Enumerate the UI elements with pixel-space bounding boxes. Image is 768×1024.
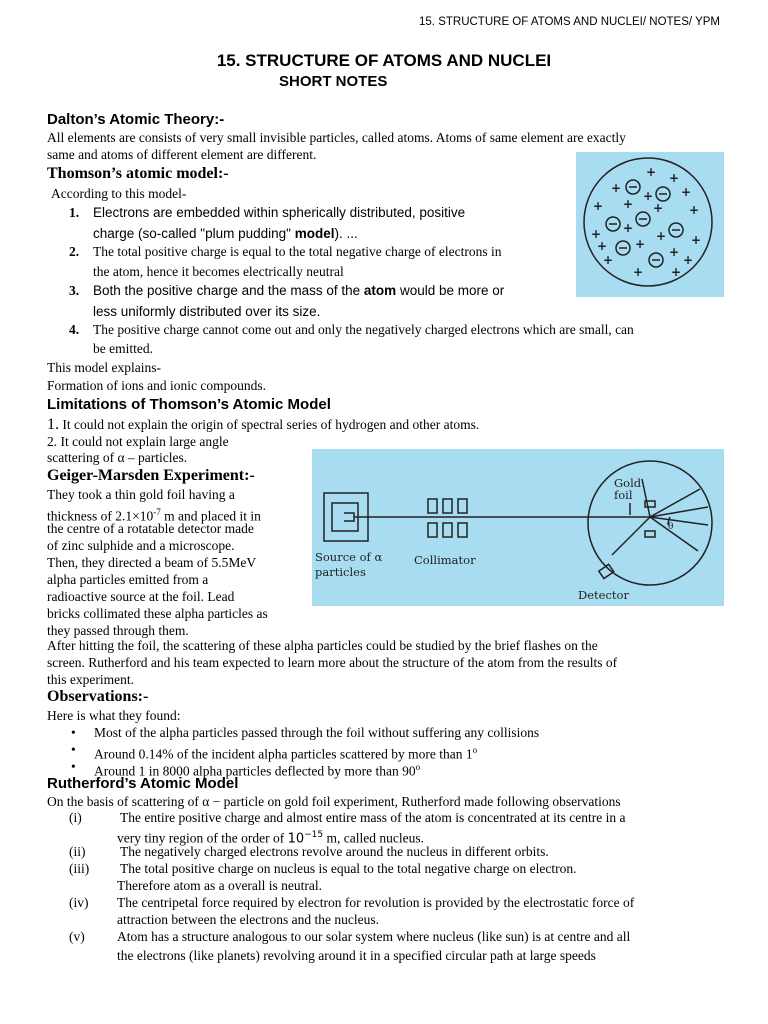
limitations-heading: Limitations of Thomson’s Atomic Model — [47, 396, 331, 413]
dalton-line-1: All elements are consists of very small invisible particles, called atoms. Atoms of same element are exactly — [47, 130, 626, 145]
text-run: Both the positive charge and the mass of the — [93, 283, 364, 298]
svg-text:+: + — [680, 185, 692, 199]
observation-item-1: Most of the alpha particles passed through the foil without suffering any collisions — [94, 725, 540, 740]
text-run: Around 1 in 8000 alpha particles deflected by more than 90 — [94, 763, 416, 779]
bullet-icon: • — [71, 725, 76, 740]
svg-text:+: + — [596, 239, 608, 253]
thomson-item-4-number: 4. — [69, 322, 80, 337]
thomson-item-3-line-1 — [93, 283, 504, 298]
thomson-item-2-line-2: the atom, hence it becomes electrically neutral — [93, 264, 344, 279]
gold-foil-figure — [312, 449, 724, 606]
page-subtitle: SHORT NOTES — [279, 73, 388, 90]
limitation-item-2-line-2: scattering of α – particles. — [47, 450, 188, 465]
gold-label-2: foil — [614, 488, 633, 502]
rutherford-item-1-line-1: The entire positive charge and almost entire mass of the atom is concentrated at its centre in a — [120, 810, 626, 825]
rutherford-item-2-number: (ii) — [69, 844, 86, 859]
svg-text:+: + — [592, 199, 604, 213]
thomson-heading: Thomson’s atomic model:- — [47, 165, 229, 182]
thomson-item-4-line-2: be emitted. — [93, 341, 153, 356]
limitation-item-1 — [47, 417, 479, 434]
limitation-item-1-number: 1. — [47, 416, 59, 433]
observations-intro: Here is what they found: — [47, 708, 181, 723]
bold-word-model: model — [294, 226, 335, 241]
svg-text:+: + — [655, 229, 667, 243]
svg-text:+: + — [668, 245, 680, 259]
text-run: m and placed it in — [160, 508, 261, 524]
exponent: −15 — [304, 830, 324, 840]
svg-text:+: + — [682, 253, 694, 267]
thomson-explains: This model explains- — [47, 360, 161, 375]
rutherford-item-4-line-2: attraction between the electrons and the nucleus. — [117, 912, 380, 927]
geiger-after-line-1: After hitting the foil, the scattering of these alpha particles could be studied by the brief flashes on the — [47, 638, 598, 653]
svg-text:+: + — [652, 201, 664, 215]
degree-mark: o — [472, 745, 478, 755]
geiger-line-4: of zinc sulphide and a microscope. — [47, 538, 235, 553]
rutherford-intro: On the basis of scattering of α − particle on gold foil experiment, Rutherford made following observations — [47, 794, 621, 809]
rutherford-item-4-line-1: The centripetal force required by electron for revolution is provided by the electrostatic force of — [117, 895, 635, 910]
svg-text:+: + — [645, 165, 657, 179]
geiger-line-7: radioactive source at the foil. Lead — [47, 589, 235, 604]
rutherford-item-4-number: (iv) — [69, 895, 89, 910]
source-label-2: particles — [315, 565, 366, 579]
dalton-heading: Dalton’s Atomic Theory:- — [47, 111, 225, 128]
geiger-line-9: they passed through them. — [47, 623, 189, 638]
geiger-line-5: Then, they directed a beam of 5.5MeV — [47, 555, 257, 570]
plum-pudding-diagram — [576, 152, 724, 297]
theta-label: θ — [668, 522, 674, 532]
text-run: Around 0.14% of the incident alpha particles scattered by more than 1 — [94, 746, 473, 762]
plum-pudding-figure — [576, 152, 724, 297]
geiger-after-line-3: this experiment. — [47, 672, 134, 687]
observations-heading: Observations:- — [47, 688, 149, 705]
gold-foil-diagram — [312, 449, 724, 606]
exponent: -7 — [153, 507, 161, 517]
source-label-1: Source of α — [315, 550, 383, 564]
text-run: It could not explain the origin of spectral series of hydrogen and other atoms. — [59, 417, 480, 432]
geiger-after-line-2: screen. Rutherford and his team expected to learn more about the structure of the atom from the results of — [47, 655, 618, 670]
thomson-item-1-line-2 — [93, 226, 358, 241]
svg-text:+: + — [632, 265, 644, 279]
rutherford-item-1-number: (i) — [69, 810, 82, 825]
page-title: 15. STRUCTURE OF ATOMS AND NUCLEI — [216, 51, 552, 70]
thomson-item-2-number: 2. — [69, 244, 80, 259]
svg-text:+: + — [642, 189, 654, 203]
bullet-icon: • — [71, 742, 76, 757]
svg-text:+: + — [590, 227, 602, 241]
rutherford-item-2-line-1: The negatively charged electrons revolve around the nucleus in different orbits. — [120, 844, 549, 859]
svg-text:+: + — [688, 203, 700, 217]
thomson-item-1-number: 1. — [69, 205, 80, 220]
rutherford-item-5-line-1: Atom has a structure analogous to our solar system where nucleus (like sun) is at centre and all — [117, 929, 631, 944]
rutherford-item-5-number: (v) — [69, 929, 85, 944]
svg-text:+: + — [610, 181, 622, 195]
rutherford-item-3-line-1: The total positive charge on nucleus is equal to the total negative charge on electron. — [120, 861, 577, 876]
detector-label: Detector — [578, 588, 629, 602]
svg-text:+: + — [634, 237, 646, 251]
geiger-line-6: alpha particles emitted from a — [47, 572, 209, 587]
rutherford-item-5-line-2: the electrons (like planets) revolving around it in a specified circular path at large speeds — [117, 948, 596, 963]
text-run: m, called nucleus. — [323, 830, 424, 846]
running-header: 15. STRUCTURE OF ATOMS AND NUCLEI/ NOTES/ YPM — [419, 16, 720, 28]
dalton-line-2: same and atoms of different element are different. — [47, 147, 317, 162]
geiger-line-1: They took a thin gold foil having a — [47, 487, 235, 502]
thomson-intro: According to this model- — [51, 186, 187, 201]
svg-text:+: + — [668, 171, 680, 185]
svg-text:+: + — [602, 253, 614, 267]
geiger-line-8: bricks collimated these alpha particles as — [47, 606, 268, 621]
bold-word-atom: atom — [363, 283, 397, 298]
svg-text:+: + — [670, 265, 682, 279]
text-run: charge (so-called "plum pudding" — [93, 226, 295, 241]
degree-mark: o — [415, 762, 421, 772]
geiger-line-3: the centre of a rotatable detector made — [47, 521, 254, 536]
thomson-item-2-line-1: The total positive charge is equal to the total negative charge of electrons in — [93, 244, 502, 259]
rutherford-item-3-number: (iii) — [69, 861, 90, 876]
bullet-icon: • — [71, 759, 76, 774]
text-run: would be more or — [396, 283, 505, 298]
text-run: ). ... — [334, 226, 358, 241]
gold-label-1: Gold — [614, 476, 642, 490]
rutherford-item-3-line-2: Therefore atom as a overall is neutral. — [117, 878, 323, 893]
thomson-item-3-number: 3. — [69, 283, 80, 298]
thomson-item-1-line-1: Electrons are embedded within spherically distributed, positive — [93, 205, 466, 220]
svg-text:+: + — [690, 233, 702, 247]
thomson-item-4-line-1: The positive charge cannot come out and only the negatively charged electrons which are small, can — [93, 322, 634, 337]
text-run: thickness of 2.1×10 — [47, 508, 154, 524]
thomson-formation: Formation of ions and ionic compounds. — [47, 378, 266, 393]
geiger-heading: Geiger-Marsden Experiment:- — [47, 467, 255, 484]
text-run: very tiny region of the order of — [117, 830, 288, 846]
rutherford-heading: Rutherford’s Atomic Model — [47, 775, 239, 792]
text-run: 10 — [287, 831, 305, 847]
thomson-item-3-line-2: less uniformly distributed over its size. — [93, 304, 321, 319]
svg-text:+: + — [622, 197, 634, 211]
svg-text:+: + — [622, 221, 634, 235]
limitation-item-2-line-1: 2. It could not explain large angle — [47, 434, 229, 449]
collimator-label: Collimator — [414, 553, 476, 567]
